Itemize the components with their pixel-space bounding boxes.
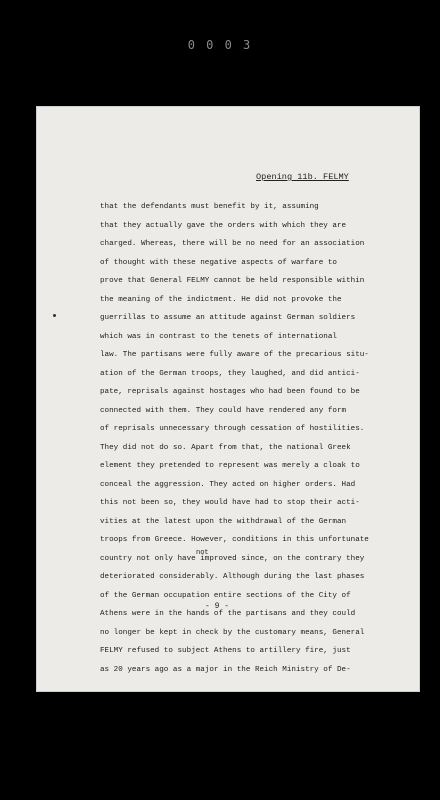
text-line: of the German occupation entire sections of the City of [100, 591, 351, 600]
text-line: of thought with these negative aspects of warfare to [100, 258, 337, 267]
text-line: country not only have improved since, on the contrary they [100, 554, 365, 563]
frame-number: 0 0 0 3 [187, 38, 253, 52]
text-line: conceal the aggression. They acted on higher orders. Had [100, 480, 356, 489]
interlinear-insert: not [196, 548, 209, 557]
text-line: of reprisals unnecessary through cessation of hostilities. [100, 425, 365, 433]
text-line: ation of the German troops, they laughed, and did antici- [100, 369, 360, 378]
text-line: as 20 years ago as a major in the Reich Ministry of De- [100, 665, 351, 674]
text-line: no longer be kept in check by the customary means, General [100, 628, 365, 637]
text-line: FELMY refused to subject Athens to artillery fire, just [100, 647, 351, 655]
text-line: guerrillas to assume an attitude against German soldiers [100, 314, 356, 322]
page-number: - 9 - [205, 602, 230, 611]
text-line: that the defendants must benefit by it, assuming [100, 203, 319, 211]
text-line-with-insert [100, 550, 398, 569]
text-line: pate, reprisals against hostages who had been found to be [100, 388, 360, 396]
text-line: connected with them. They could have rendered any form [100, 406, 347, 415]
text-line: troops from Greece. However, conditions in this unfortunate [100, 536, 369, 544]
text-line: They did not do so. Apart from that, the national Greek [100, 443, 351, 452]
text-line: law. The partisans were fully aware of the precarious situ- [100, 351, 369, 359]
text-line: charged. Whereas, there will be no need for an association [100, 240, 365, 248]
page-header: Opening 11b. FELMY [256, 172, 349, 182]
text-line: vities at the latest upon the withdrawal of the German [100, 517, 347, 526]
text-line: deteriorated considerably. Although during the last phases [100, 573, 365, 581]
text-line: the meaning of the indictment. He did not provoke the [100, 295, 342, 304]
punch-hole-mark [53, 314, 56, 317]
text-line: this not been so, they would have had to stop their acti- [100, 499, 360, 507]
text-line: element they pretended to represent was merely a cloak to [100, 462, 360, 470]
document-body [100, 198, 398, 679]
text-line: that they actually gave the orders with which they are [100, 221, 347, 230]
text-line: Athens were in the hands of the partisans and they could [100, 610, 356, 618]
text-line: which was in contrast to the tenets of international [100, 332, 337, 341]
text-line: prove that General FELMY cannot be held responsible within [100, 277, 365, 285]
